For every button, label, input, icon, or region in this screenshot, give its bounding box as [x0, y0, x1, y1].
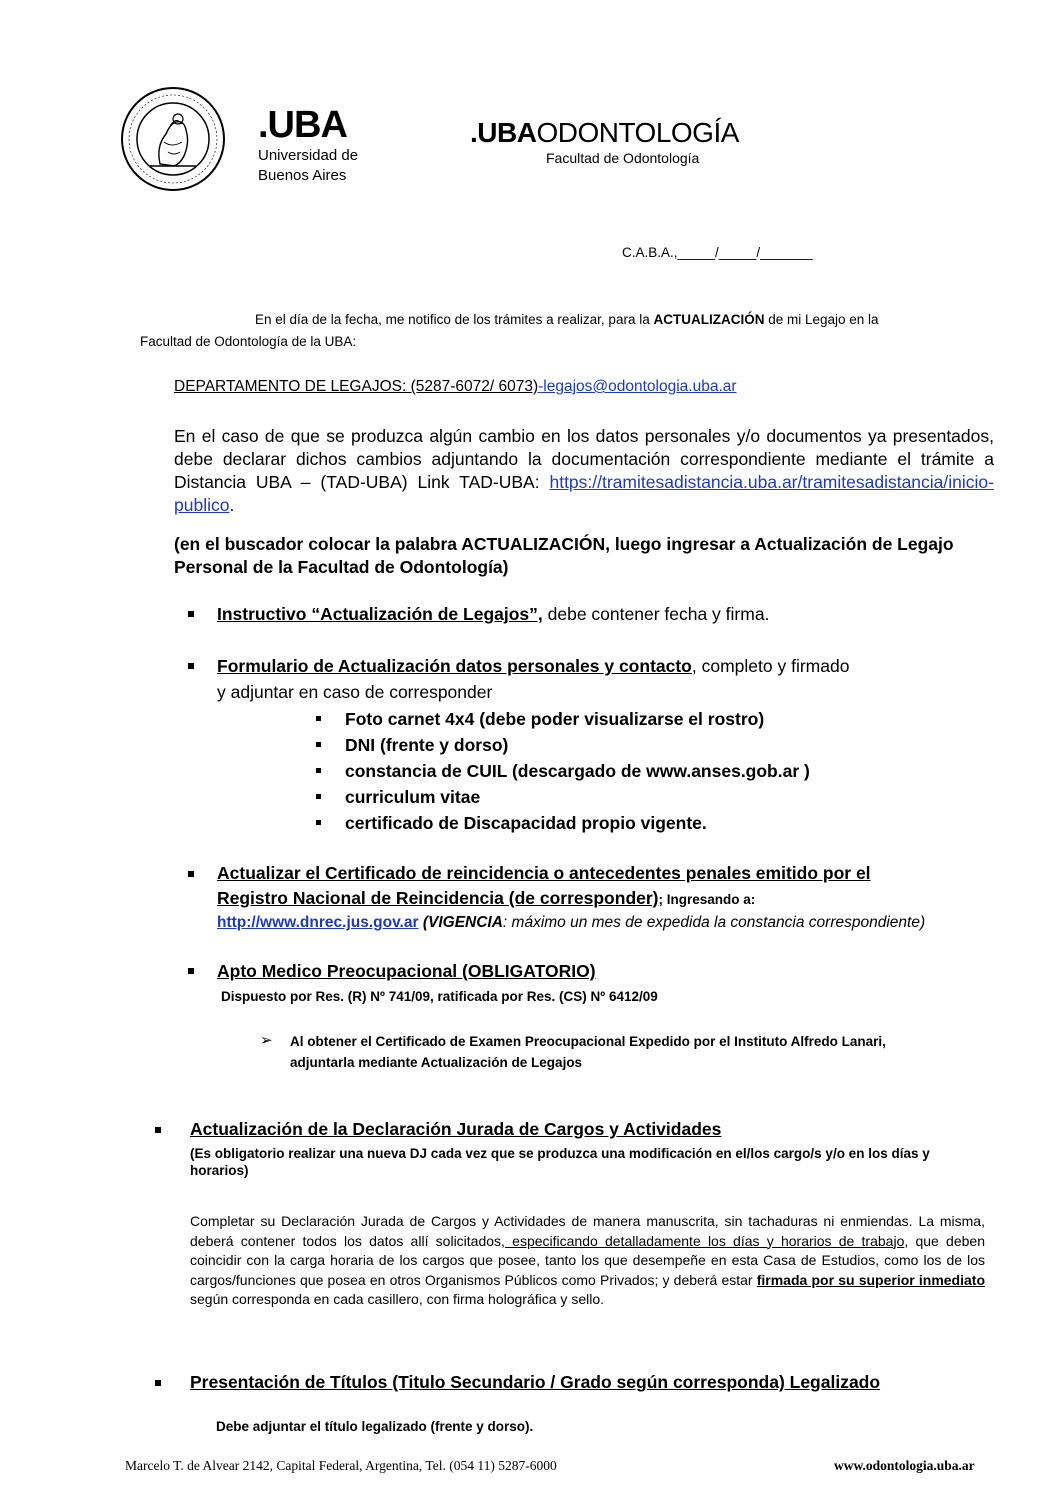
search-instructions: (en el buscador colocar la palabra ACTUALIZACIÓN, luego ingresar a Actualización de Legajo Personal de la Facultad de Odontología) [174, 534, 954, 577]
required-document-item: DNI (frente y dorso) [345, 735, 509, 755]
apto-medico-resolution: Dispuesto por Res. (R) Nº 741/09, ratificada por Res. (CS) Nº 6412/09 [221, 989, 658, 1004]
footer-address: Marcelo T. de Alvear 2142, Capital Federal, Argentina, Tel. (054 11) 5287-6000 [125, 1458, 557, 1473]
bullet-icon [188, 968, 194, 974]
bullet-icon [188, 611, 194, 617]
titulos-note: Debe adjuntar el título legalizado (frente y dorso). [216, 1419, 534, 1434]
odo-mark-light: ODONTOLOGÍA [536, 117, 739, 148]
sub-bullet-icon [316, 820, 321, 825]
bullet-icon [188, 663, 194, 669]
dj-paragraph: Completar su Declaración Jurada de Cargos y Actividades de manera manuscrita, sin tachaduras ni enmiendas. La misma, deberá contener todos los datos allí solicitados, especificando detalladamente los días y horarios de trabajo, que deben coincidir con la carga horaria de los cargos que posee, tanto los que desempeñe en esta Casa de Estudios, como los de los cargos/funciones que posea en otros Organismos Públicos como Privados; y deberá estar firmada por su superior inmediato según corresponda en cada casillero, con firma holográfica y sello. [190, 1213, 985, 1307]
apto-arrow-line1: Al obtener el Certificado de Examen Preocupacional Expedido por el Instituto Alfredo Lanari, [290, 1034, 886, 1049]
department-line [174, 377, 737, 396]
item-reincidencia-line2: Registro Nacional de Reincidencia (de corresponder); Ingresando a: [217, 888, 756, 908]
titulos-title: Presentación de Títulos (Titulo Secundario / Grado según corresponda) Legalizado [190, 1372, 881, 1392]
odontologia-logo [470, 118, 739, 166]
uba-name-line2: Buenos Aires [258, 167, 347, 184]
item-reincidencia-line3: http://www.dnrec.jus.gov.ar (VIGENCIA: máximo un mes de expedida la constancia correspondiente) [217, 914, 926, 931]
bullet-icon [155, 1380, 161, 1386]
sub-bullet-icon [316, 794, 321, 799]
date-line: C.A.B.A.,_____/_____/_______ [622, 245, 813, 260]
sub-bullet-icon [316, 716, 321, 721]
intro-line1: En el día de la fecha, me notifico de los trámites a realizar, para la ACTUALIZACIÓN de mi Legajo en la [255, 312, 879, 327]
department-email-link[interactable]: -legajos@odontologia.uba.ar [538, 378, 737, 395]
intro-line2: Facultad de Odontología de la UBA: [140, 334, 357, 349]
uba-name-line1: Universidad de [258, 147, 359, 164]
change-notice: En el caso de que se produzca algún cambio en los datos personales y/o documentos ya presentados, debe declarar dichos cambios adjuntando la documentación correspondiente mediante el trámite a Distancia UBA – (TAD-UBA) Link TAD-UBA: https://tramitesadistancia.uba.ar/tramitesadistancia/inicio-publico. [174, 426, 994, 515]
required-document-item: certificado de Discapacidad propio vigente. [345, 813, 707, 833]
arrow-bullet-icon: ➢ [260, 1032, 273, 1049]
apto-arrow-line2: adjuntarla mediante Actualización de Legajos [290, 1055, 583, 1070]
uba-logo [258, 106, 358, 184]
bullet-icon [188, 871, 194, 877]
footer-website: www.odontologia.uba.ar [834, 1458, 975, 1473]
required-document-item: Foto carnet 4x4 (debe poder visualizarse el rostro) [345, 709, 765, 729]
sub-bullet-icon [316, 742, 321, 747]
item-formulario-line2: y adjuntar en caso de corresponder [217, 682, 493, 702]
item-apto-medico: Apto Medico Preocupacional (OBLIGATORIO) [217, 961, 596, 981]
required-document-item: curriculum vitae [345, 787, 481, 807]
item-reincidencia-line1: Actualizar el Certificado de reincidencia o antecedentes penales emitido por el [217, 863, 871, 883]
department-label: DEPARTAMENTO DE LEGAJOS: (5287-6072/ 6073) [174, 378, 539, 395]
dj-title: Actualización de la Declaración Jurada de Cargos y Actividades [190, 1119, 722, 1139]
item-formulario: Formulario de Actualización datos personales y contacto, completo y firmado [217, 656, 850, 676]
dj-note: (Es obligatorio realizar una nueva DJ cada vez que se produzca una modificación en el/los cargo/s y/o en los días y horarios) [190, 1146, 930, 1178]
university-seal-logo [120, 86, 226, 192]
tad-uba-link[interactable]: https://tramitesadistancia.uba.ar/tramitesadistancia/inicio-publico [174, 472, 994, 515]
uba-mark: .UBA [258, 104, 347, 146]
odo-mark-bold: .UBA [470, 117, 537, 148]
sub-bullet-icon [316, 768, 321, 773]
odo-subtitle: Facultad de Odontología [546, 150, 700, 166]
dnrec-link[interactable]: http://www.dnrec.jus.gov.ar [217, 914, 419, 931]
bullet-icon [155, 1127, 161, 1133]
item-instructivo: Instructivo “Actualización de Legajos”, debe contener fecha y firma. [217, 604, 770, 624]
required-document-item: constancia de CUIL (descargado de www.anses.gob.ar ) [345, 761, 810, 781]
